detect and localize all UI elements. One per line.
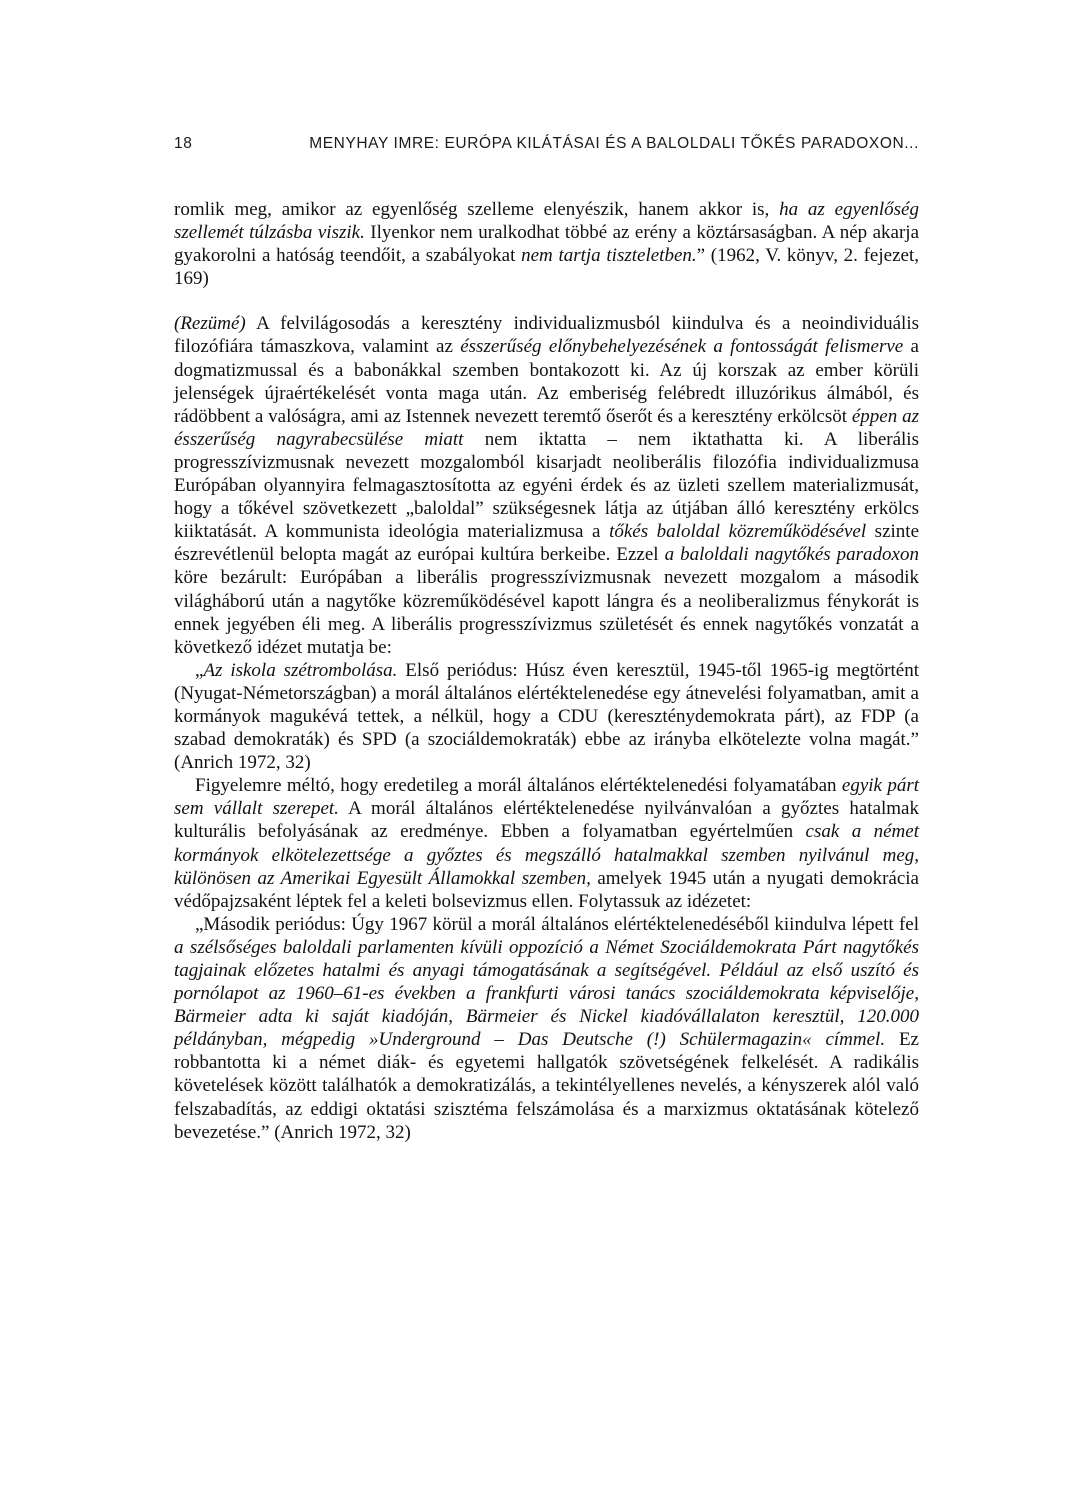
text-run: „Második periódus: Úgy 1967 körül a morál általános elértéktelenedéséből kiindulva lépett fel	[195, 913, 919, 935]
italic-run: ha az egyenlőség szellemét túlzásba viszik.	[174, 199, 919, 244]
text-run: köre bezárult: Európában a liberális progresszívizmusnak nevezett mozgalom a második világháború után a nagytőke közreműködésével kapott lángra és a neoliberalizmus fénykorát is ennek jegyében éli meg. A liberális progresszívizmus születését és ennek nagytőkés vonzatát a következő idézet mutatja be:	[174, 567, 919, 658]
text-run: „	[195, 659, 204, 681]
text-run: a dogmatizmussal és a babonákkal szemben bontakozott ki. Az új korszak az ember körüli jelenségek újraértékelését vonta maga után. Az emberiség felébredt illuzórikus álmából, és rádöbbent a valóságra, ami az Istennek nevezett teremtő őserőt és a keresztény erkölcsöt	[174, 336, 919, 427]
italic-run: nem tartja tiszteletben.	[521, 245, 697, 267]
text-run: szinte észrevétlenül belopta magát az európai kultúra berkeibe. Ezzel	[174, 521, 920, 566]
italic-run: tőkés baloldal közreműködésével	[609, 521, 867, 543]
paragraph-commentary	[174, 774, 919, 913]
text-run: amelyek 1945 után a nyugati demokrácia védőpajzsaként léptek fel a keleti bolsevizmus ellen. Folytassuk az idézetet:	[174, 867, 919, 912]
text-run: A morál általános elértéktelenedése nyilvánvalóan a győztes hatalmak kulturális befolyásának az eredménye. Ebben a folyamatban egyértelműen	[174, 798, 919, 843]
text-run: Ez robbantotta ki a német diák- és egyetemi hallgatók szövetségének felkelését. A radikális követelések között találhatók a demokratizálás, a tekintélyellenes nevelés, a kényszerek alól való felszabadítás, az eddigi oktatási szisztéma felszámolása és a marxizmus oktatásának kötelező bevezetése.” (Anrich 1972, 32)	[174, 1029, 919, 1143]
italic-run: Az iskola szétrombolása.	[203, 659, 398, 681]
italic-run: a baloldali nagytőkés paradoxon	[664, 544, 919, 566]
running-title: MENYHAY IMRE: EURÓPA KILÁTÁSAI ÉS A BALOLDALI TŐKÉS PARADOXON...	[309, 135, 919, 152]
italic-run: egyik párt sem vállalt szerepet.	[174, 775, 919, 820]
text-run: Figyelemre méltó, hogy eredetileg a morál általános elértéktelenedési folyamatában	[195, 775, 842, 797]
italic-run: (Rezümé)	[174, 313, 246, 335]
text-run: Első periódus: Húsz éven keresztül, 1945-től 1965-ig megtörtént (Nyugat-Németországban) a morál általános elértéktelenedése egy átnevelési folyamatban, amit a kormányok magukévá tettek, a nélkül, hogy a CDU (kereszténydemokrata párt), az FDP (a szabad demokraták) és SPD (a szociáldemokraták) ebbe az irányba elkötelezte volna magát.” (Anrich 1972, 32)	[174, 659, 919, 774]
text-run: ” (1962, V. könyv, 2. fejezet, 169)	[174, 245, 919, 290]
page-number: 18	[174, 135, 193, 152]
italic-run: ésszerűség előnybehelyezésének a fontosságát felismerve	[460, 336, 904, 358]
running-header	[174, 135, 919, 155]
italic-run: éppen az ésszerűség nagyrabecsülése miatt	[174, 405, 919, 450]
paragraph-quote-end	[174, 198, 919, 290]
paragraph-quote-anrich-2	[174, 913, 919, 1144]
italic-run: csak a német kormányok elkötelezettsége a győztes és megszálló hatalmakkal szemben nyilvánul meg, különösen az Amerikai Egyesült Államokkal szemben,	[174, 821, 919, 889]
paragraph-quote-anrich-1	[174, 659, 919, 774]
text-run: nem iktatta – nem iktathatta ki. A liberális progresszívizmusnak nevezett mozgalomból kisarjadt neoliberális filozófia individualizmusa Európában olyannyira felmagasztosította az egyéni érdek és az üzleti szellem materializmusát, hogy a tőkével szövetkezett „baloldal” szükségesnek látja az útjában álló keresztény erkölcs kiiktatását. A kommunista ideológia materializmusa a	[174, 428, 919, 543]
paragraph-resume	[174, 312, 919, 658]
text-run: romlik meg, amikor az egyenlőség szelleme elenyészik, hanem akkor is,	[174, 199, 780, 220]
body-text	[174, 198, 919, 1144]
text-run: A felvilágosodás a keresztény individualizmusból kiindulva és a neoindividuális filozófiára támaszkova, valamint az	[174, 313, 919, 358]
italic-run: a szélsőséges baloldali parlamenten kívüli oppozíció a Német Szociáldemokrata Párt nagytőkés tagjainak előzetes hatalmi és anyagi támogatásának a segítségével. Például az első uszító és pornólapot az 1960–61-es években a frankfurti városi tanács szociáldemokrata képviselője, Bärmeier adta ki saját kiadóján, Bärmeier és Nickel kiadóvállalaton keresztül, 120.000 példányban, mégpedig »Underground – Das Deutsche (!) Schülermagazin« címmel.	[174, 936, 919, 1051]
text-run: Ilyenkor nem uralkodhat többé az erény a köztársaságban. A nép akarja gyakorolni a hatóság teendőit, a szabályokat	[174, 222, 920, 267]
